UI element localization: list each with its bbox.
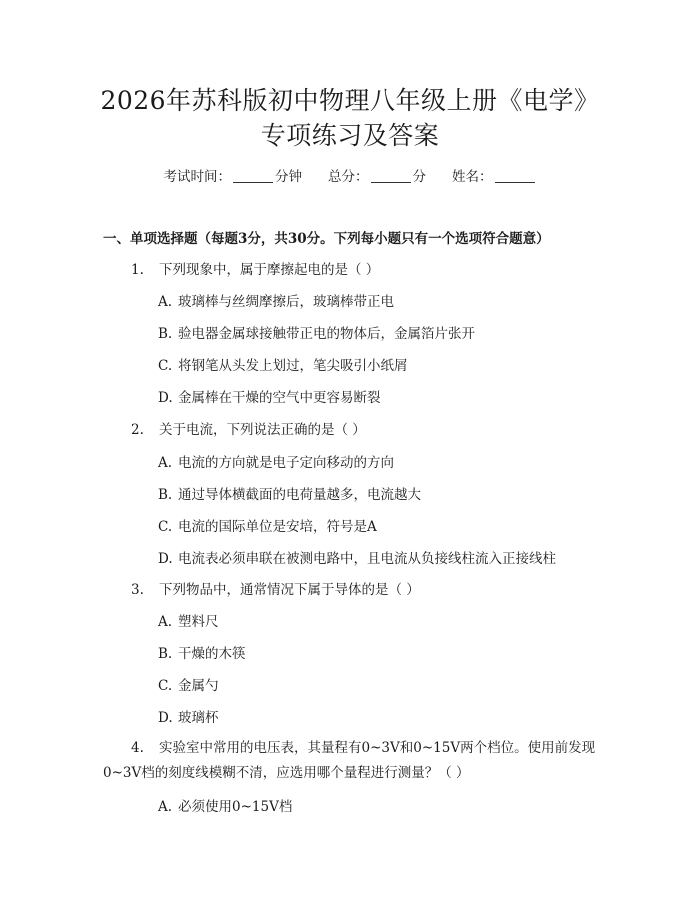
option-text: 金属勺 (178, 678, 219, 694)
option-text: 玻璃杯 (178, 710, 219, 726)
question-number: 3. (131, 582, 144, 598)
option-letter: B. (158, 487, 173, 503)
option-3c (158, 676, 219, 696)
exam-info-row (0, 167, 700, 187)
option-text: 电流表必须串联在被测电路中，且电流从负接线柱流入正接线柱 (178, 551, 556, 567)
option-text: 将钢笔从头发上划过，笔尖吸引小纸屑 (178, 358, 408, 374)
option-letter: D. (158, 390, 173, 406)
option-2c (158, 517, 377, 537)
option-letter: D. (158, 551, 173, 567)
option-2a (158, 453, 394, 473)
question-text: 下列现象中，属于摩擦起电的是（ ） (159, 262, 380, 278)
exam-time-unit: 分钟 (275, 169, 302, 185)
option-1d (158, 388, 381, 408)
option-text: 通过导体横截面的电荷量越多，电流越大 (178, 487, 421, 503)
question-text: 下列物品中，通常情况下属于导体的是（ ） (159, 582, 420, 598)
option-letter: A. (158, 614, 173, 630)
option-text: 塑料尺 (178, 614, 219, 630)
question-1 (131, 260, 379, 280)
question-2 (131, 420, 366, 440)
option-1b (158, 324, 475, 344)
option-text: 验电器金属球接触带正电的物体后，金属箔片张开 (178, 326, 475, 342)
option-letter: C. (158, 519, 173, 535)
total-score-unit: 分 (412, 169, 426, 185)
option-letter: A. (158, 294, 173, 310)
document-title-line1: 2026年苏科版初中物理八年级上册《电学》 (100, 86, 600, 115)
option-1c (158, 356, 408, 376)
option-text: 玻璃棒与丝绸摩擦后，玻璃棒带正电 (178, 294, 394, 310)
question-text: 关于电流，下列说法正确的是（ ） (159, 422, 366, 438)
option-text: 电流的国际单位是安培，符号是A (178, 519, 377, 535)
option-4a (158, 797, 292, 817)
total-score-label: 总分： (328, 169, 369, 185)
option-2d (158, 549, 556, 569)
question-number: 4. (131, 740, 144, 756)
option-text: 金属棒在干燥的空气中更容易断裂 (178, 390, 381, 406)
option-letter: A. (158, 799, 173, 815)
option-3a (158, 612, 219, 632)
option-letter: A. (158, 455, 173, 471)
option-letter: C. (158, 358, 173, 374)
document-title-line2: 专项练习及答案 (260, 121, 440, 150)
question-number: 1. (131, 262, 144, 278)
question-4 (131, 736, 595, 761)
question-text-line1: 实验室中常用的电压表，其量程有0~3V和0~15V两个档位。使用前发现 (159, 740, 596, 756)
question-text-line2: 0~3V档的刻度线模糊不清，应选用哪个量程进行测量？（ ） (103, 765, 470, 781)
option-text: 干燥的木筷 (178, 646, 246, 662)
option-letter: B. (158, 326, 173, 342)
option-3b (158, 644, 246, 664)
option-1a (158, 292, 394, 312)
option-letter: B. (158, 646, 173, 662)
student-name-blank (495, 169, 535, 183)
exam-time-blank (233, 169, 273, 183)
option-2b (158, 485, 421, 505)
option-letter: C. (158, 678, 173, 694)
total-score-blank (371, 169, 411, 183)
question-3 (131, 580, 420, 600)
exam-time-label: 考试时间： (163, 169, 231, 185)
student-name-label: 姓名： (452, 169, 493, 185)
option-text: 电流的方向就是电子定向移动的方向 (178, 455, 394, 471)
option-text: 必须使用0~15V档 (178, 799, 293, 815)
question-number: 2. (131, 422, 144, 438)
option-3d (158, 708, 219, 728)
option-letter: D. (158, 710, 173, 726)
question-4-continuation (103, 761, 470, 786)
section-heading-single-choice: 一、单项选择题（每题3分，共30分。下列每小题只有一个选项符合题意） (103, 231, 550, 247)
